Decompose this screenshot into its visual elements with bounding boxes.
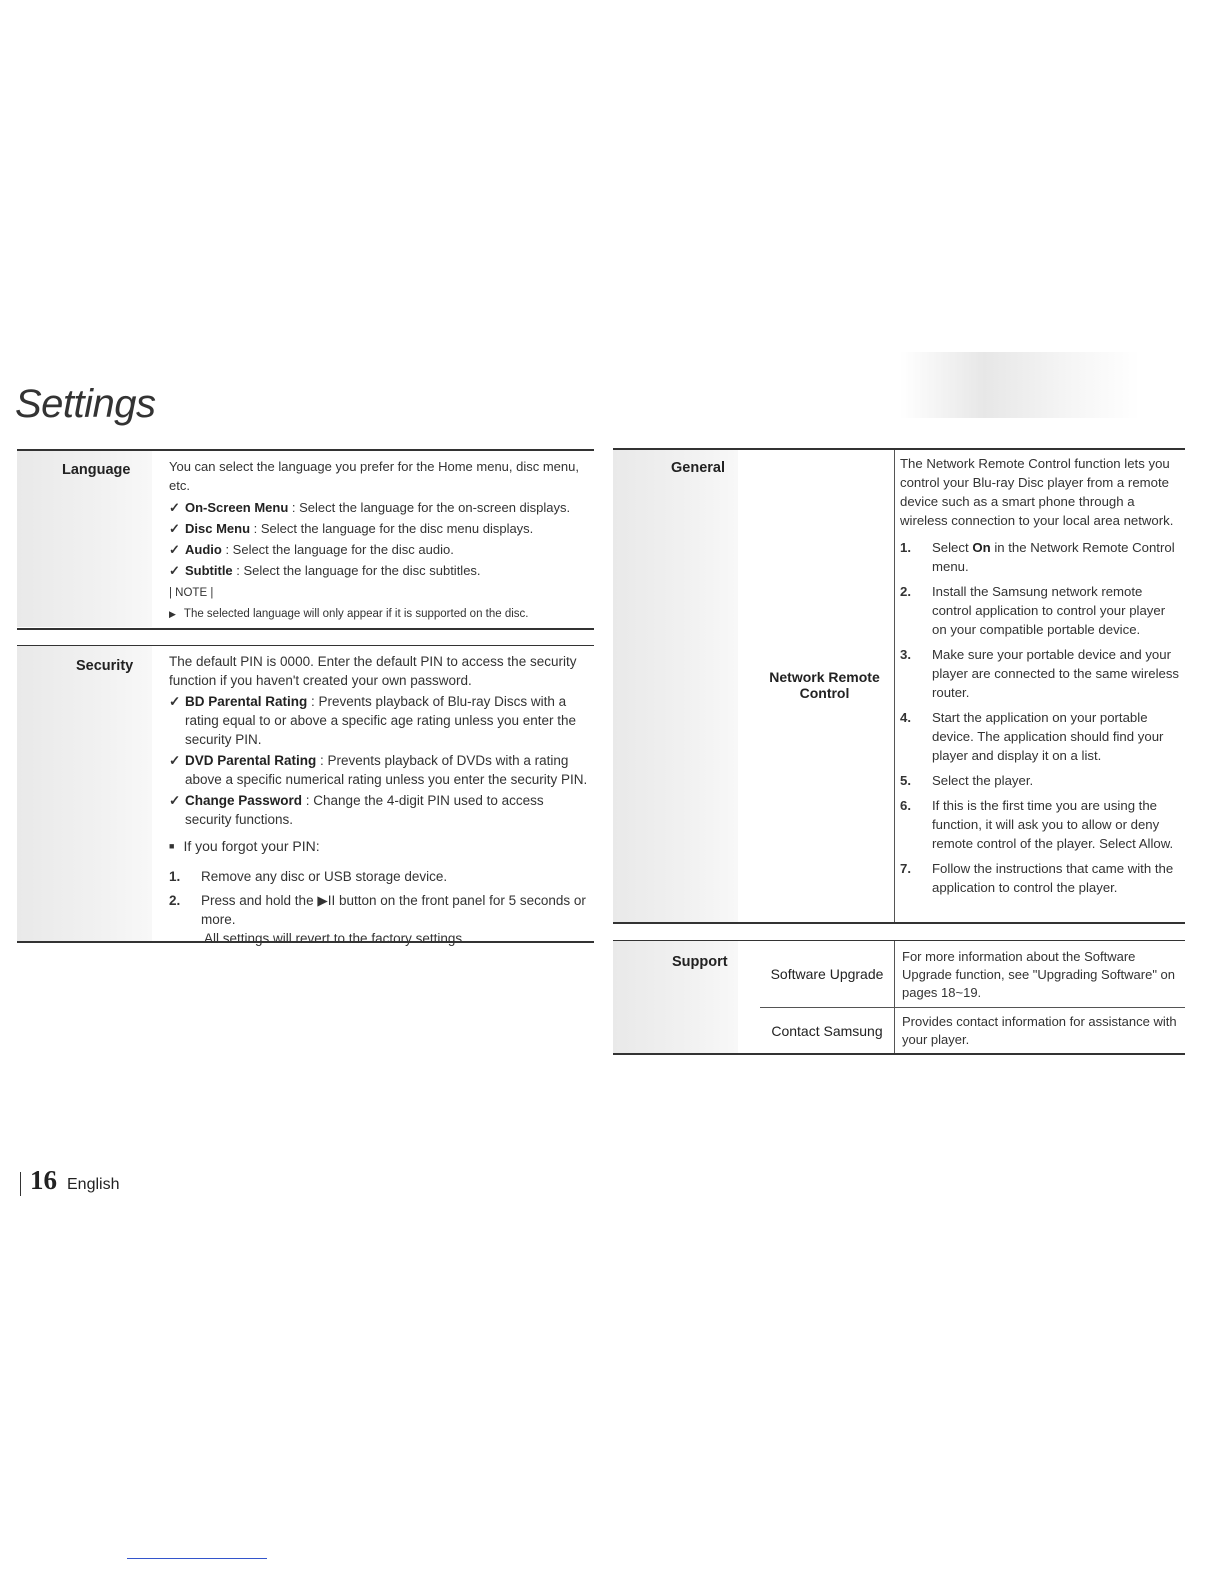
check-icon: ✓ bbox=[169, 793, 181, 808]
divider bbox=[613, 1053, 1185, 1055]
square-bullet-icon: ■ bbox=[169, 841, 175, 851]
list-item: 1. Remove any disc or USB storage device. bbox=[169, 869, 448, 884]
list-item: ✓ BD Parental Rating : Prevents playback of Blu-ray Discs with a rating equal to or above a specific age rating unless you enter the security PIN. bbox=[169, 694, 576, 747]
language-heading: Language bbox=[62, 462, 131, 478]
section-shade bbox=[17, 646, 152, 941]
general-section bbox=[900, 454, 1182, 897]
footer-language: English bbox=[67, 1176, 120, 1193]
software-upgrade-label: Software Upgrade bbox=[770, 966, 884, 982]
contact-samsung-label: Contact Samsung bbox=[771, 1023, 883, 1039]
network-remote-label: Network Remote Control bbox=[769, 669, 880, 701]
triangle-bullet-icon: ▶ bbox=[169, 609, 176, 619]
list-item: 3. Make sure your portable device and your player are connected to the same wireless router. bbox=[900, 647, 1180, 700]
note-label: | NOTE | bbox=[169, 587, 214, 599]
list-item: ✓ Audio : Select the language for the disc audio. bbox=[169, 542, 454, 557]
list-item: 5. Select the player. bbox=[900, 773, 1034, 788]
check-icon: ✓ bbox=[169, 500, 180, 515]
security-section bbox=[169, 652, 591, 948]
revert-note: All settings will revert to the factory settings. bbox=[204, 931, 466, 946]
contact-samsung-desc: Provides contact information for assistance with your player. bbox=[902, 1014, 1177, 1047]
section-shade bbox=[613, 450, 738, 922]
footer-bar bbox=[20, 1172, 21, 1196]
list-item: 2. Install the Samsung network remote control application to control your player on your compatible portable device. bbox=[900, 584, 1166, 637]
check-icon: ✓ bbox=[169, 542, 180, 557]
language-section bbox=[169, 457, 587, 623]
list-item: 7. Follow the instructions that came with the application to control the player. bbox=[900, 861, 1174, 895]
decorative-line bbox=[127, 1558, 267, 1559]
decorative-shade bbox=[900, 352, 1140, 418]
check-icon: ✓ bbox=[169, 521, 180, 536]
divider bbox=[17, 645, 594, 646]
language-intro: You can select the language you prefer for the Home menu, disc menu, etc. bbox=[169, 459, 579, 493]
divider bbox=[17, 941, 594, 943]
general-intro: The Network Remote Control function lets you control your Blu-ray Disc player from a remote device such as a smart phone through a wireless connection to your local area network. bbox=[900, 456, 1174, 528]
page-title: Settings bbox=[15, 382, 156, 426]
divider bbox=[17, 628, 594, 630]
list-item: 4. Start the application on your portable device. The application should find your player and display it on a list. bbox=[900, 710, 1164, 763]
list-item: ✓ On-Screen Menu : Select the language for the on-screen displays. bbox=[169, 500, 571, 515]
list-item: ✓ DVD Parental Rating : Prevents playback of DVDs with a rating above a specific numerical rating unless you enter the security PIN. bbox=[169, 753, 588, 787]
divider bbox=[894, 941, 895, 1053]
divider bbox=[613, 922, 1185, 924]
divider bbox=[760, 1007, 1185, 1008]
page-number: 16 bbox=[30, 1165, 57, 1195]
note-text: ▶ The selected language will only appear if it is supported on the disc. bbox=[169, 608, 529, 620]
software-upgrade-desc: For more information about the Software Upgrade function, see "Upgrading Software" on pages 18~19. bbox=[902, 949, 1176, 1000]
forgot-pin: ■ If you forgot your PIN: bbox=[169, 838, 320, 854]
security-intro: The default PIN is 0000. Enter the default PIN to access the security function if you haven't created your own password. bbox=[169, 654, 577, 688]
check-icon: ✓ bbox=[169, 563, 180, 578]
list-item: 1. Select On in the Network Remote Control menu. bbox=[900, 540, 1175, 574]
check-icon: ✓ bbox=[169, 753, 181, 768]
general-heading: General bbox=[671, 460, 725, 476]
list-item: ✓ Subtitle : Select the language for the disc subtitles. bbox=[169, 563, 481, 578]
support-heading: Support bbox=[672, 954, 728, 970]
list-item: 2. Press and hold the ▶II button on the front panel for 5 seconds or more. bbox=[169, 893, 586, 927]
check-icon: ✓ bbox=[169, 694, 181, 709]
list-item: ✓ Change Password : Change the 4-digit PIN used to access security functions. bbox=[169, 793, 544, 827]
list-item: 6. If this is the first time you are using the function, it will ask you to allow or deny remote control of the player. Select Allow. bbox=[900, 798, 1174, 851]
list-item: ✓ Disc Menu : Select the language for the disc menu displays. bbox=[169, 521, 534, 536]
security-heading: Security bbox=[76, 658, 134, 674]
divider bbox=[894, 450, 895, 922]
